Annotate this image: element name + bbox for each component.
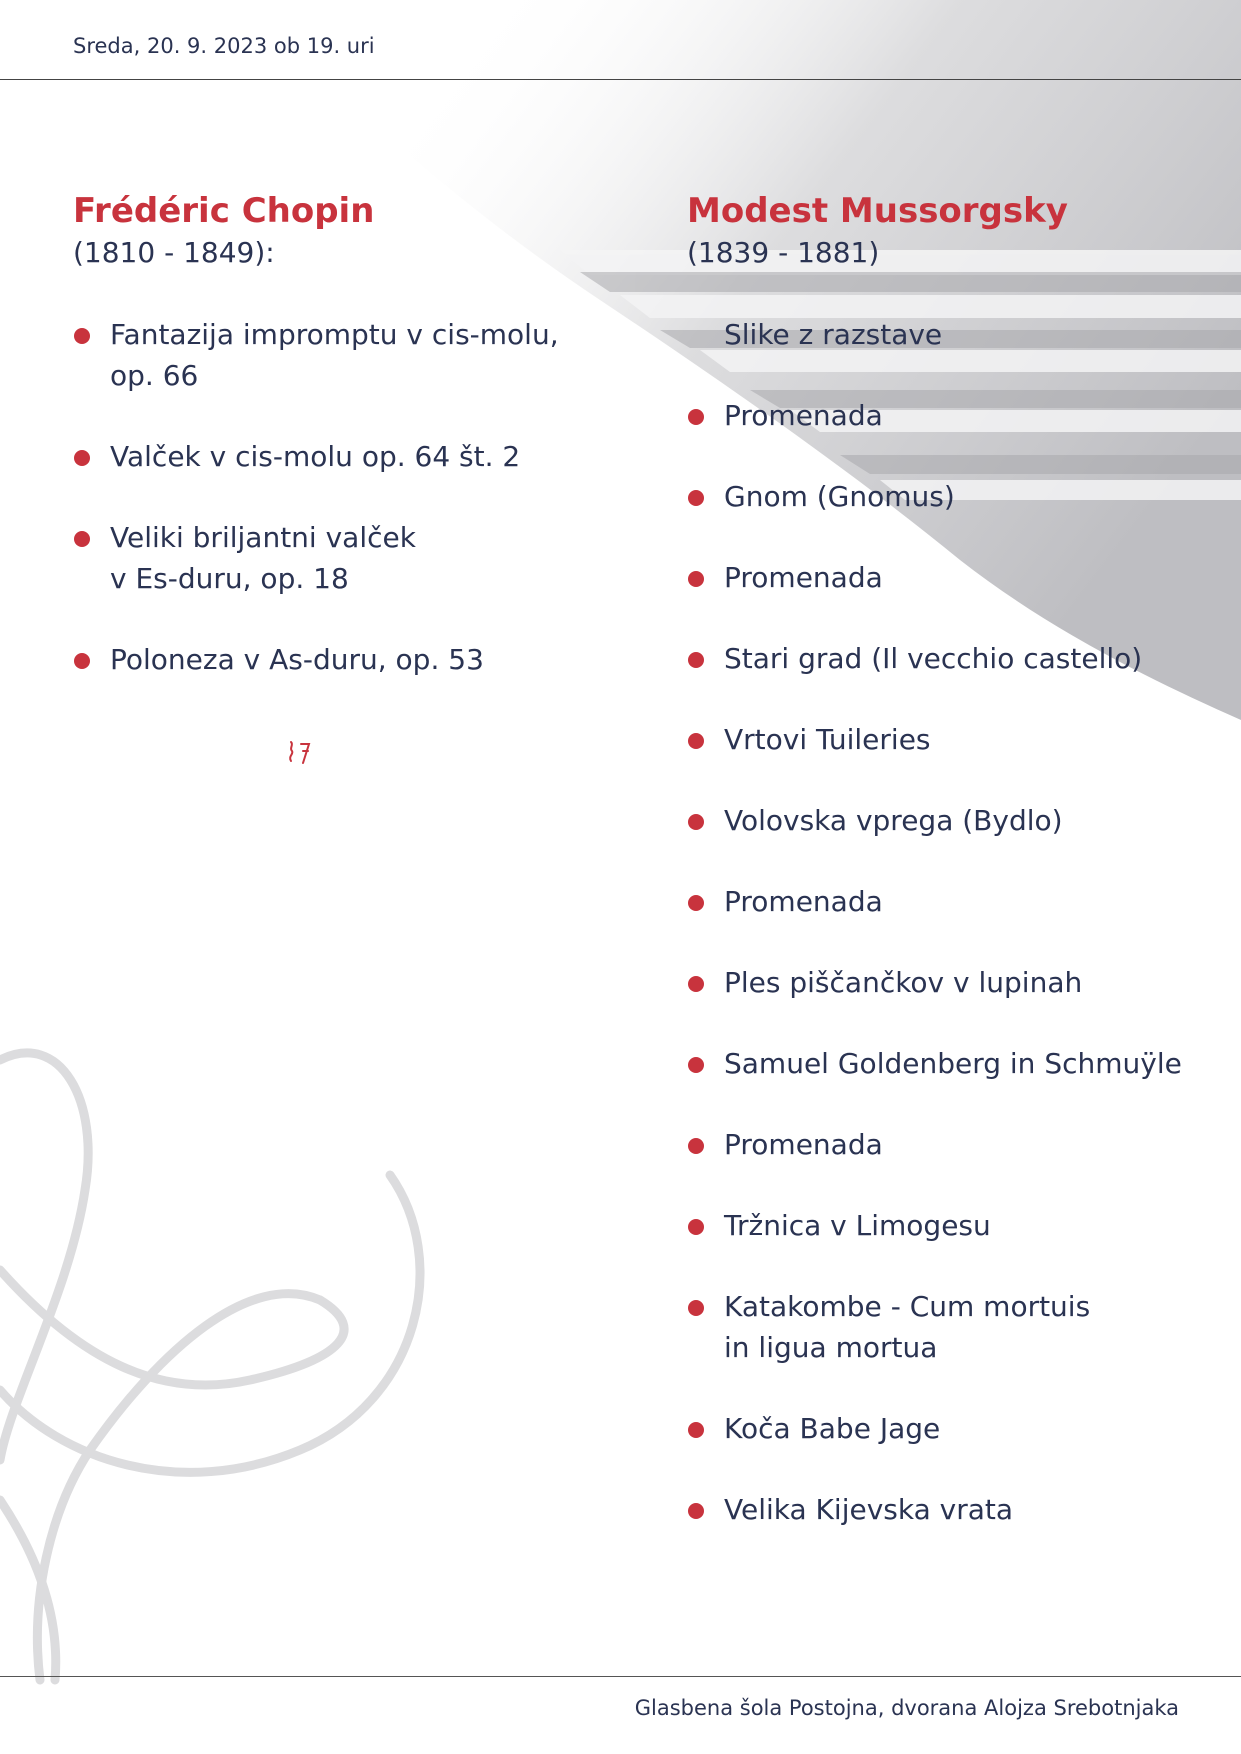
composer-years: (1810 - 1849):	[73, 236, 275, 269]
list-item	[73, 639, 593, 680]
dot-bullet-icon	[688, 1503, 704, 1519]
list-item	[687, 1408, 1207, 1449]
header-rule	[0, 79, 1241, 80]
piece-title-line: Koča Babe Jage	[724, 1412, 941, 1445]
dot-bullet-icon	[74, 531, 90, 547]
piece-list	[687, 395, 1207, 1530]
list-item	[687, 1124, 1207, 1165]
list-item	[687, 1043, 1207, 1084]
dot-bullet-icon	[688, 490, 704, 506]
list-item	[687, 638, 1207, 679]
list-item	[687, 962, 1207, 1003]
piece-title-line: Tržnica v Limogesu	[724, 1209, 991, 1242]
piece-title-line: op. 66	[110, 359, 199, 392]
piece-title-line: Fantazija impromptu v cis-molu,	[110, 318, 559, 351]
composer-name: Frédéric Chopin	[73, 191, 375, 231]
list-item	[687, 1489, 1207, 1530]
list-item	[687, 1286, 1207, 1368]
piece-title-line: v Es-duru, op. 18	[110, 562, 349, 595]
list-item	[73, 314, 593, 396]
piece-title-line: Volovska vprega (Bydlo)	[724, 804, 1063, 837]
dot-bullet-icon	[688, 1422, 704, 1438]
list-item	[687, 557, 1207, 598]
composer-name: Modest Mussorgsky	[687, 191, 1068, 231]
dot-bullet-icon	[688, 652, 704, 668]
list-item	[687, 719, 1207, 760]
dot-bullet-icon	[688, 733, 704, 749]
dot-bullet-icon	[74, 328, 90, 344]
piece-title-line: Promenada	[724, 1128, 883, 1161]
piece-title-line: Katakombe - Cum mortuis	[724, 1290, 1091, 1323]
piece-title-line: Poloneza v As-duru, op. 53	[110, 643, 484, 676]
dot-bullet-icon	[74, 450, 90, 466]
dot-bullet-icon	[688, 1057, 704, 1073]
piece-title-line: Ples piščančkov v lupinah	[724, 966, 1083, 999]
dot-bullet-icon	[688, 571, 704, 587]
list-item	[73, 436, 593, 477]
list-item	[73, 517, 593, 599]
piece-title-line: Samuel Goldenberg in Schmuÿle	[724, 1047, 1182, 1080]
list-item	[687, 395, 1207, 436]
piece-title-line: Veliki briljantni valček	[110, 521, 416, 554]
dot-bullet-icon	[688, 814, 704, 830]
dot-bullet-icon	[688, 895, 704, 911]
dot-bullet-icon	[688, 976, 704, 992]
list-item	[687, 800, 1207, 841]
piece-title-line: Valček v cis-molu op. 64 št. 2	[110, 440, 521, 473]
composer-years: (1839 - 1881)	[687, 236, 880, 269]
list-item	[687, 476, 1207, 517]
piece-title-line: Promenada	[724, 399, 883, 432]
dot-bullet-icon	[74, 653, 90, 669]
footer-rule	[0, 1676, 1241, 1677]
piece-title-line: Stari grad (Il vecchio castello)	[724, 642, 1143, 675]
music-notes-icon	[285, 739, 313, 767]
dot-bullet-icon	[688, 409, 704, 425]
dot-bullet-icon	[688, 1138, 704, 1154]
list-item	[687, 881, 1207, 922]
piece-title-line: Promenada	[724, 885, 883, 918]
chopin-section	[73, 190, 593, 680]
event-date: Sreda, 20. 9. 2023 ob 19. uri	[73, 34, 375, 58]
dot-bullet-icon	[688, 1300, 704, 1316]
piece-title-line: Promenada	[724, 561, 883, 594]
cycle-title: Slike z razstave	[724, 318, 943, 351]
list-item	[687, 1205, 1207, 1246]
mussorgsky-section	[687, 190, 1207, 1530]
venue-footer: Glasbena šola Postojna, dvorana Alojza Srebotnjaka	[634, 1696, 1179, 1720]
dot-bullet-icon	[688, 1219, 704, 1235]
piece-list	[73, 314, 593, 680]
piece-title-line: Gnom (Gnomus)	[724, 480, 955, 513]
piece-title-line: in ligua mortua	[724, 1331, 938, 1364]
piece-title-line: Velika Kijevska vrata	[724, 1493, 1014, 1526]
piece-title-line: Vrtovi Tuileries	[724, 723, 931, 756]
